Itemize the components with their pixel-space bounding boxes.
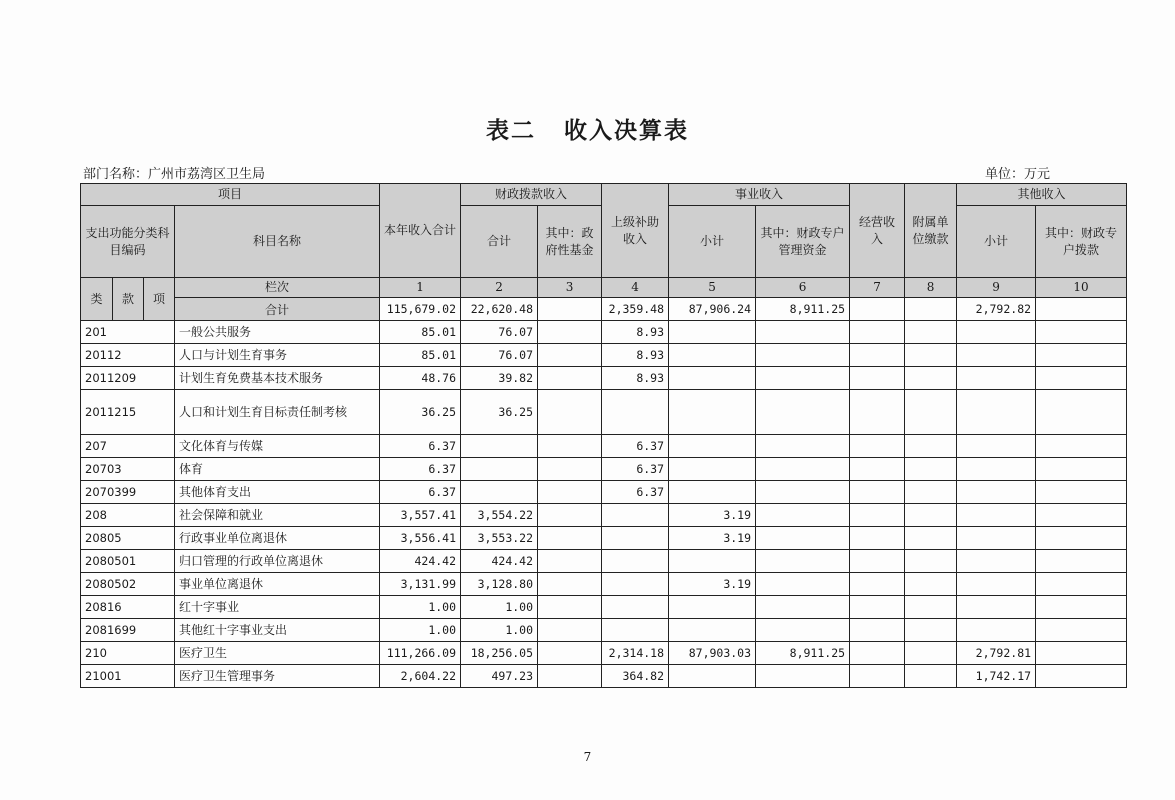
row-business: 3.19 <box>669 504 756 527</box>
row-code: 20805 <box>81 527 175 550</box>
row-other <box>957 504 1036 527</box>
row-other-special <box>1036 527 1127 550</box>
row-affiliated <box>905 504 957 527</box>
row-operating <box>850 321 905 344</box>
row-business <box>669 619 756 642</box>
row-business <box>669 481 756 504</box>
row-fiscal: 1.00 <box>461 619 538 642</box>
row-affiliated <box>905 642 957 665</box>
total-row <box>81 298 1127 321</box>
row-other <box>957 573 1036 596</box>
row-superior: 6.37 <box>602 435 669 458</box>
row-gov-fund <box>538 344 602 367</box>
row-affiliated <box>905 344 957 367</box>
row-gov-fund <box>538 435 602 458</box>
table-row <box>81 435 1127 458</box>
col-number: 6 <box>756 278 850 298</box>
row-other-special <box>1036 367 1127 390</box>
row-name: 归口管理的行政单位离退休 <box>175 550 380 573</box>
row-name: 医疗卫生管理事务 <box>175 665 380 688</box>
table-row <box>81 367 1127 390</box>
row-special <box>756 504 850 527</box>
row-gov-fund <box>538 321 602 344</box>
header-special-allocation: 其中：财政专户拨款 <box>1036 206 1127 278</box>
row-affiliated <box>905 573 957 596</box>
row-affiliated <box>905 321 957 344</box>
row-fiscal: 18,256.05 <box>461 642 538 665</box>
row-affiliated <box>905 527 957 550</box>
row-total-income: 6.37 <box>380 458 461 481</box>
row-other <box>957 344 1036 367</box>
row-superior <box>602 573 669 596</box>
row-affiliated <box>905 665 957 688</box>
row-total-income: 111,266.09 <box>380 642 461 665</box>
row-total-income: 36.25 <box>380 390 461 435</box>
header-other-income: 其他收入 <box>957 184 1127 206</box>
header-total-income: 本年收入合计 <box>380 184 461 278</box>
row-code: 20112 <box>81 344 175 367</box>
row-other <box>957 367 1036 390</box>
row-code: 2080501 <box>81 550 175 573</box>
table-row <box>81 458 1127 481</box>
row-code: 210 <box>81 642 175 665</box>
row-operating <box>850 619 905 642</box>
row-fiscal <box>461 458 538 481</box>
table-row <box>81 527 1127 550</box>
row-special <box>756 550 850 573</box>
row-code: 2081699 <box>81 619 175 642</box>
row-name: 人口与计划生育事务 <box>175 344 380 367</box>
title-sub: 收入决算表 <box>564 118 689 144</box>
row-special <box>756 596 850 619</box>
row-name: 一般公共服务 <box>175 321 380 344</box>
table-row <box>81 390 1127 435</box>
row-total-income: 3,556.41 <box>380 527 461 550</box>
row-business <box>669 344 756 367</box>
header-xiang: 项 <box>144 278 175 321</box>
col-number: 2 <box>461 278 538 298</box>
row-gov-fund <box>538 550 602 573</box>
header-affiliated-payment: 附属单位缴款 <box>905 184 957 278</box>
row-other-special <box>1036 344 1127 367</box>
row-total-income: 1.00 <box>380 596 461 619</box>
header-column-index: 栏次 <box>175 278 380 298</box>
row-total-income: 6.37 <box>380 435 461 458</box>
total-label: 合计 <box>175 298 380 321</box>
row-name: 体育 <box>175 458 380 481</box>
row-special <box>756 344 850 367</box>
row-total-income: 1.00 <box>380 619 461 642</box>
row-other-special <box>1036 504 1127 527</box>
table-row <box>81 596 1127 619</box>
row-name: 行政事业单位离退休 <box>175 527 380 550</box>
row-special <box>756 321 850 344</box>
row-operating <box>850 504 905 527</box>
row-business: 3.19 <box>669 573 756 596</box>
row-fiscal: 3,128.80 <box>461 573 538 596</box>
row-superior: 8.93 <box>602 367 669 390</box>
row-fiscal: 76.07 <box>461 344 538 367</box>
row-total-income: 2,604.22 <box>380 665 461 688</box>
row-special <box>756 481 850 504</box>
total-other-special <box>1036 298 1127 321</box>
row-other <box>957 596 1036 619</box>
row-code: 21001 <box>81 665 175 688</box>
total-fiscal: 22,620.48 <box>461 298 538 321</box>
row-special <box>756 573 850 596</box>
row-other-special <box>1036 665 1127 688</box>
row-business <box>669 665 756 688</box>
row-special <box>756 367 850 390</box>
header-other-subtotal: 小计 <box>957 206 1036 278</box>
row-gov-fund <box>538 642 602 665</box>
header-fiscal-income: 财政拨款收入 <box>461 184 602 206</box>
col-number: 1 <box>380 278 461 298</box>
row-fiscal: 3,553.22 <box>461 527 538 550</box>
row-superior <box>602 596 669 619</box>
col-number: 9 <box>957 278 1036 298</box>
header-fiscal-total: 合计 <box>461 206 538 278</box>
row-other <box>957 481 1036 504</box>
header-kuan: 款 <box>113 278 144 321</box>
income-table <box>80 183 1127 688</box>
row-business <box>669 458 756 481</box>
row-code: 20703 <box>81 458 175 481</box>
row-operating <box>850 665 905 688</box>
row-gov-fund <box>538 596 602 619</box>
row-total-income: 3,557.41 <box>380 504 461 527</box>
total-operating <box>850 298 905 321</box>
col-number: 5 <box>669 278 756 298</box>
row-other <box>957 390 1036 435</box>
row-fiscal: 424.42 <box>461 550 538 573</box>
col-number: 8 <box>905 278 957 298</box>
row-fiscal: 3,554.22 <box>461 504 538 527</box>
row-code: 207 <box>81 435 175 458</box>
row-other-special <box>1036 596 1127 619</box>
row-name: 事业单位离退休 <box>175 573 380 596</box>
row-superior <box>602 527 669 550</box>
row-other-special <box>1036 642 1127 665</box>
row-operating <box>850 435 905 458</box>
row-gov-fund <box>538 573 602 596</box>
row-affiliated <box>905 619 957 642</box>
row-operating <box>850 550 905 573</box>
row-code: 2080502 <box>81 573 175 596</box>
row-special <box>756 435 850 458</box>
row-total-income: 85.01 <box>380 321 461 344</box>
row-operating <box>850 458 905 481</box>
row-gov-fund <box>538 527 602 550</box>
table-row <box>81 619 1127 642</box>
row-business <box>669 321 756 344</box>
row-fiscal <box>461 435 538 458</box>
table-row <box>81 481 1127 504</box>
row-other-special <box>1036 619 1127 642</box>
row-gov-fund <box>538 619 602 642</box>
header-function-code: 支出功能分类科目编码 <box>81 206 175 278</box>
row-code: 208 <box>81 504 175 527</box>
total-income: 115,679.02 <box>380 298 461 321</box>
table-row <box>81 573 1127 596</box>
row-superior: 2,314.18 <box>602 642 669 665</box>
row-fiscal: 39.82 <box>461 367 538 390</box>
row-total-income: 85.01 <box>380 344 461 367</box>
row-other-special <box>1036 321 1127 344</box>
row-operating <box>850 573 905 596</box>
row-other <box>957 321 1036 344</box>
row-other <box>957 435 1036 458</box>
row-business <box>669 435 756 458</box>
row-name: 其他体育支出 <box>175 481 380 504</box>
row-affiliated <box>905 458 957 481</box>
total-business: 87,906.24 <box>669 298 756 321</box>
total-gov-fund <box>538 298 602 321</box>
row-special <box>756 527 850 550</box>
table-row <box>81 504 1127 527</box>
row-name: 文化体育与传媒 <box>175 435 380 458</box>
row-operating <box>850 481 905 504</box>
row-name: 医疗卫生 <box>175 642 380 665</box>
row-superior <box>602 619 669 642</box>
row-affiliated <box>905 367 957 390</box>
header-special-account: 其中：财政专户管理资金 <box>756 206 850 278</box>
row-code: 2011209 <box>81 367 175 390</box>
unit-label: 单位：万元 <box>985 167 1051 182</box>
row-affiliated <box>905 481 957 504</box>
row-other: 1,742.17 <box>957 665 1036 688</box>
row-special <box>756 619 850 642</box>
department-label: 部门名称：广州市荔湾区卫生局 <box>83 167 266 182</box>
row-special <box>756 458 850 481</box>
row-name: 其他红十字事业支出 <box>175 619 380 642</box>
row-special: 8,911.25 <box>756 642 850 665</box>
row-other <box>957 527 1036 550</box>
title-main: 表二 <box>486 118 536 144</box>
row-other <box>957 619 1036 642</box>
row-code: 2070399 <box>81 481 175 504</box>
row-total-income: 6.37 <box>380 481 461 504</box>
row-superior <box>602 390 669 435</box>
row-total-income: 424.42 <box>380 550 461 573</box>
row-other <box>957 458 1036 481</box>
row-operating <box>850 596 905 619</box>
total-affiliated <box>905 298 957 321</box>
row-gov-fund <box>538 504 602 527</box>
row-other-special <box>1036 481 1127 504</box>
row-operating <box>850 344 905 367</box>
row-business <box>669 390 756 435</box>
row-affiliated <box>905 550 957 573</box>
table-row <box>81 550 1127 573</box>
row-other-special <box>1036 573 1127 596</box>
page-title <box>0 112 1175 145</box>
header-gov-fund: 其中：政府性基金 <box>538 206 602 278</box>
row-other-special <box>1036 550 1127 573</box>
row-superior <box>602 504 669 527</box>
row-name: 计划生育免费基本技术服务 <box>175 367 380 390</box>
row-other-special <box>1036 435 1127 458</box>
row-business: 3.19 <box>669 527 756 550</box>
row-other-special <box>1036 390 1127 435</box>
row-name: 红十字事业 <box>175 596 380 619</box>
row-fiscal: 36.25 <box>461 390 538 435</box>
row-operating <box>850 390 905 435</box>
row-gov-fund <box>538 367 602 390</box>
row-other: 2,792.81 <box>957 642 1036 665</box>
header-operating-income: 经营收入 <box>850 184 905 278</box>
table-body <box>81 321 1127 688</box>
row-gov-fund <box>538 481 602 504</box>
table-row <box>81 344 1127 367</box>
row-code: 20816 <box>81 596 175 619</box>
row-name: 人口和计划生育目标责任制考核 <box>175 390 380 435</box>
row-name: 社会保障和就业 <box>175 504 380 527</box>
total-special: 8,911.25 <box>756 298 850 321</box>
col-number: 3 <box>538 278 602 298</box>
row-fiscal: 497.23 <box>461 665 538 688</box>
total-other: 2,792.82 <box>957 298 1036 321</box>
col-number: 10 <box>1036 278 1127 298</box>
header-superior-subsidy: 上级补助收入 <box>602 184 669 278</box>
row-affiliated <box>905 435 957 458</box>
header-business-subtotal: 小计 <box>669 206 756 278</box>
row-total-income: 48.76 <box>380 367 461 390</box>
row-superior: 6.37 <box>602 481 669 504</box>
row-superior: 364.82 <box>602 665 669 688</box>
page-number: 7 <box>583 750 592 764</box>
col-number: 4 <box>602 278 669 298</box>
row-code: 201 <box>81 321 175 344</box>
row-operating <box>850 527 905 550</box>
row-business <box>669 367 756 390</box>
row-business <box>669 550 756 573</box>
row-gov-fund <box>538 458 602 481</box>
row-fiscal: 76.07 <box>461 321 538 344</box>
row-fiscal: 1.00 <box>461 596 538 619</box>
row-business: 87,903.03 <box>669 642 756 665</box>
row-other <box>957 550 1036 573</box>
row-other-special <box>1036 458 1127 481</box>
total-superior: 2,359.48 <box>602 298 669 321</box>
row-superior <box>602 550 669 573</box>
table-row <box>81 321 1127 344</box>
row-gov-fund <box>538 665 602 688</box>
row-total-income: 3,131.99 <box>380 573 461 596</box>
row-superior: 6.37 <box>602 458 669 481</box>
header-project: 项目 <box>81 184 380 206</box>
row-gov-fund <box>538 390 602 435</box>
row-code: 2011215 <box>81 390 175 435</box>
row-superior: 8.93 <box>602 321 669 344</box>
row-fiscal <box>461 481 538 504</box>
row-business <box>669 596 756 619</box>
row-affiliated <box>905 390 957 435</box>
header-lei: 类 <box>81 278 113 321</box>
row-superior: 8.93 <box>602 344 669 367</box>
row-operating <box>850 367 905 390</box>
row-special <box>756 390 850 435</box>
table-row <box>81 665 1127 688</box>
table-row <box>81 642 1127 665</box>
header-business-income: 事业收入 <box>669 184 850 206</box>
col-number: 7 <box>850 278 905 298</box>
row-operating <box>850 642 905 665</box>
row-special <box>756 665 850 688</box>
header-subject-name: 科目名称 <box>175 206 380 278</box>
row-affiliated <box>905 596 957 619</box>
